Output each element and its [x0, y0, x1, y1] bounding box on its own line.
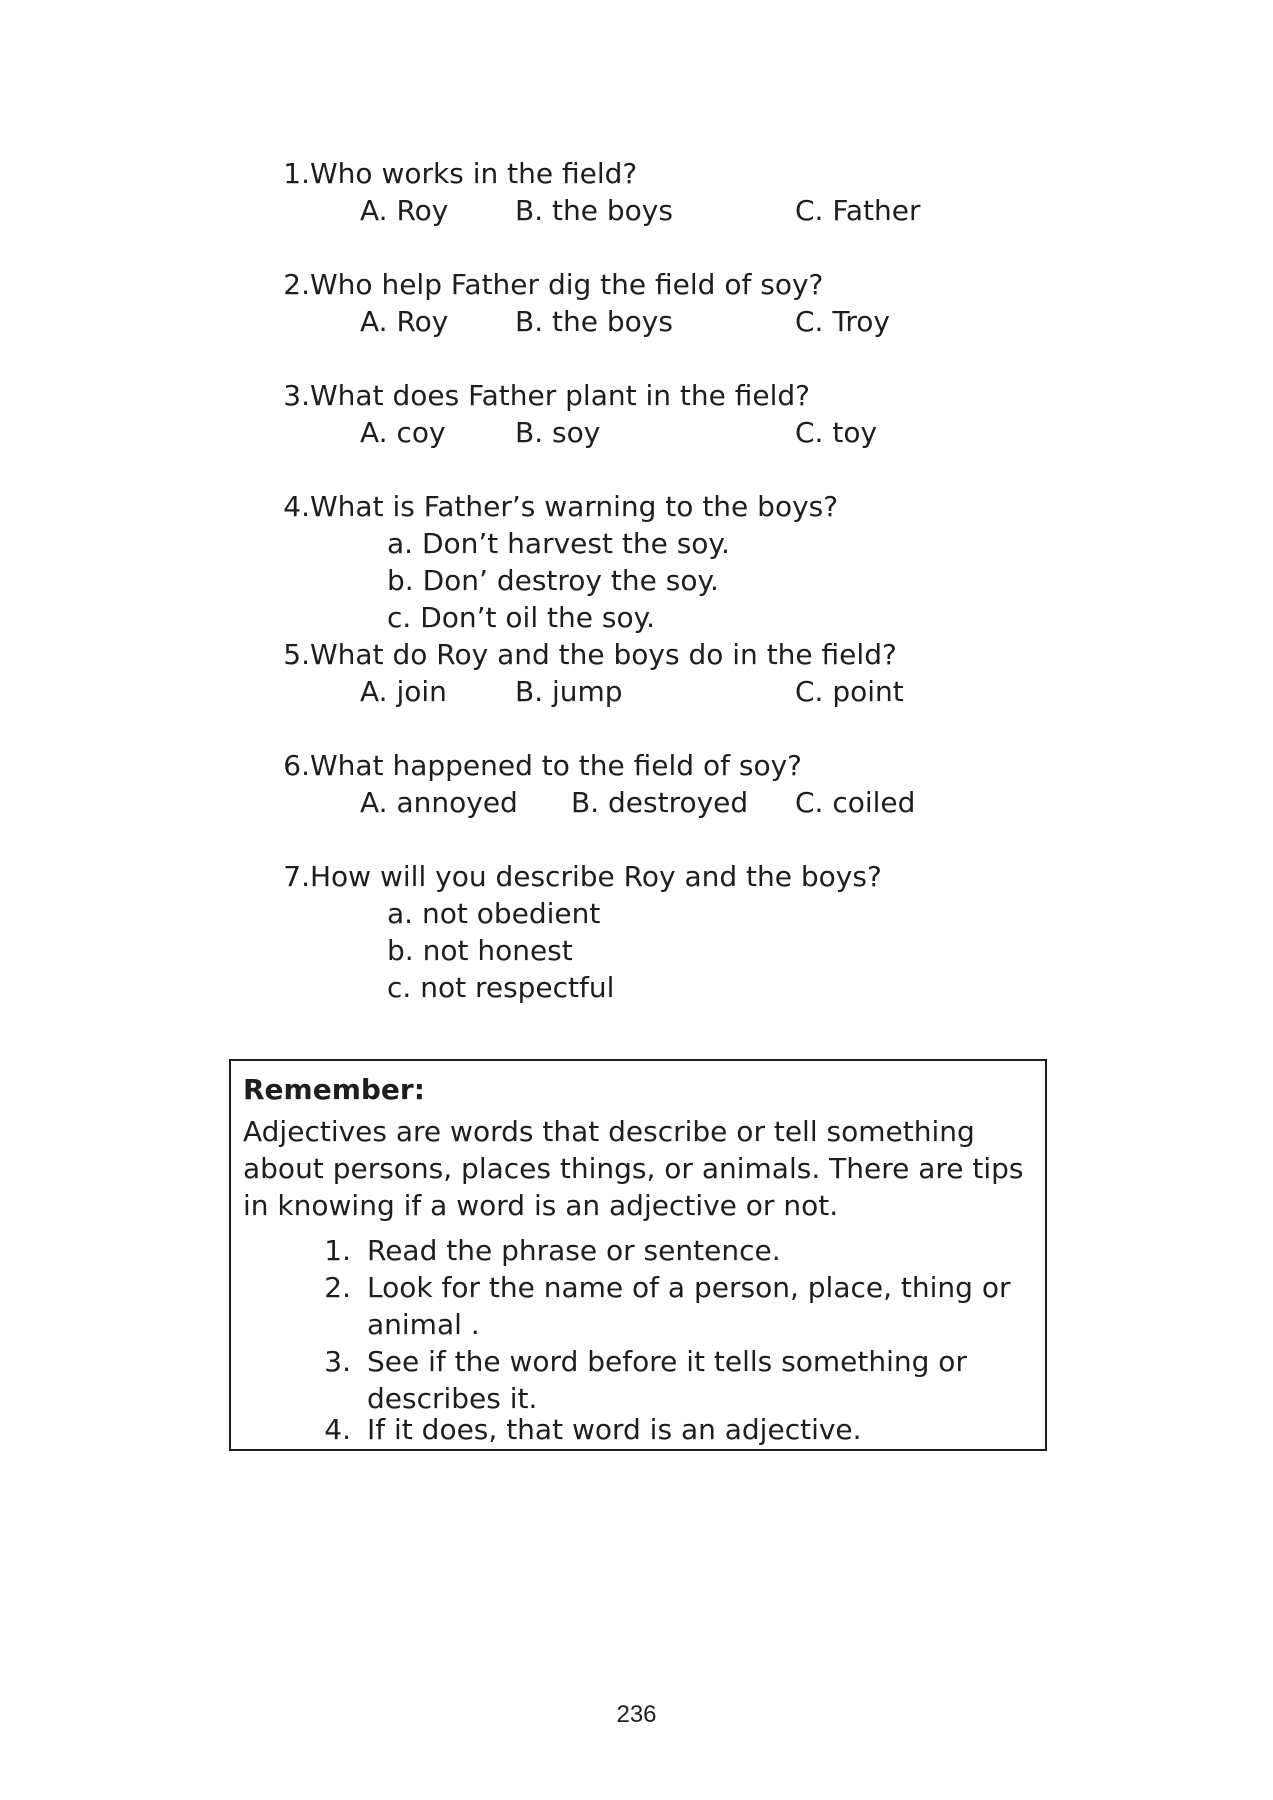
remember-box: [229, 1059, 1047, 1451]
sub-option-b: b. Don’ destroy the soy.: [387, 564, 719, 597]
paragraph-line: in knowing if a word is an adjective or not.: [243, 1189, 839, 1222]
option-a: A. Roy: [360, 194, 449, 227]
paragraph-line: about persons, places things, or animals. There are tips: [243, 1152, 1024, 1185]
option-b: B. the boys: [515, 194, 673, 227]
question-4: [270, 488, 839, 634]
tip-number: 3.: [324, 1345, 351, 1378]
tip-number: 1.: [324, 1234, 351, 1267]
option-c: C. coiled: [795, 786, 916, 819]
sub-option-a: a. not obedient: [387, 897, 601, 930]
tip-number: 4.: [324, 1413, 351, 1446]
sub-option-c: c. not respectful: [387, 971, 615, 1004]
tip-text-continued: describes it.: [367, 1382, 538, 1415]
tip-3: [311, 1343, 967, 1415]
option-c: C. toy: [795, 416, 878, 449]
tip-1: [311, 1232, 781, 1269]
option-a: A. join: [360, 675, 447, 708]
question-1: [270, 155, 921, 227]
tip-text: Read the phrase or sentence.: [367, 1234, 781, 1267]
sub-option-a: a. Don’t harvest the soy.: [387, 527, 730, 560]
option-a: A. Roy: [360, 305, 449, 338]
question-stem: What happened to the field of soy?: [310, 749, 803, 782]
question-number: 2.: [283, 268, 310, 301]
question-stem: Who help Father dig the field of soy?: [310, 268, 824, 301]
question-6: [270, 747, 916, 819]
question-number: 3.: [283, 379, 310, 412]
tip-4: [311, 1411, 862, 1448]
option-c: C. Troy: [795, 305, 890, 338]
tip-number: 2.: [324, 1271, 351, 1304]
question-number: 1.: [283, 157, 310, 190]
question-number: 6.: [283, 749, 310, 782]
sub-option-b: b. not honest: [387, 934, 573, 967]
tip-text: See if the word before it tells something or: [367, 1345, 967, 1378]
question-2: [270, 266, 890, 338]
question-3: [270, 377, 878, 449]
question-stem: What is Father’s warning to the boys?: [310, 490, 839, 523]
option-a: A. coy: [360, 416, 446, 449]
page-number: 236: [616, 1701, 657, 1728]
paragraph-line: Adjectives are words that describe or tell something: [243, 1115, 975, 1148]
tip-2: [311, 1269, 1011, 1341]
option-c: C. Father: [795, 194, 921, 227]
option-b: B. soy: [515, 416, 601, 449]
option-a: A. annoyed: [360, 786, 518, 819]
remember-title: Remember:: [243, 1073, 425, 1106]
question-stem: What does Father plant in the field?: [310, 379, 811, 412]
tip-text-continued: animal .: [367, 1308, 480, 1341]
question-5: [270, 636, 904, 708]
remember-paragraph: [243, 1113, 1043, 1224]
question-number: 4.: [283, 490, 310, 523]
option-b: B. the boys: [515, 305, 673, 338]
question-number: 7.: [283, 860, 310, 893]
question-stem: Who works in the field?: [310, 157, 638, 190]
question-stem: What do Roy and the boys do in the field?: [310, 638, 897, 671]
sub-option-c: c. Don’t oil the soy.: [387, 601, 656, 634]
question-7: [270, 858, 882, 1004]
tip-text: If it does, that word is an adjective.: [367, 1413, 862, 1446]
option-c: C. point: [795, 675, 904, 708]
tip-text: Look for the name of a person, place, thing or: [367, 1271, 1011, 1304]
question-stem: How will you describe Roy and the boys?: [310, 860, 882, 893]
option-b: B. destroyed: [571, 786, 749, 819]
option-b: B. jump: [515, 675, 623, 708]
question-number: 5.: [283, 638, 310, 671]
